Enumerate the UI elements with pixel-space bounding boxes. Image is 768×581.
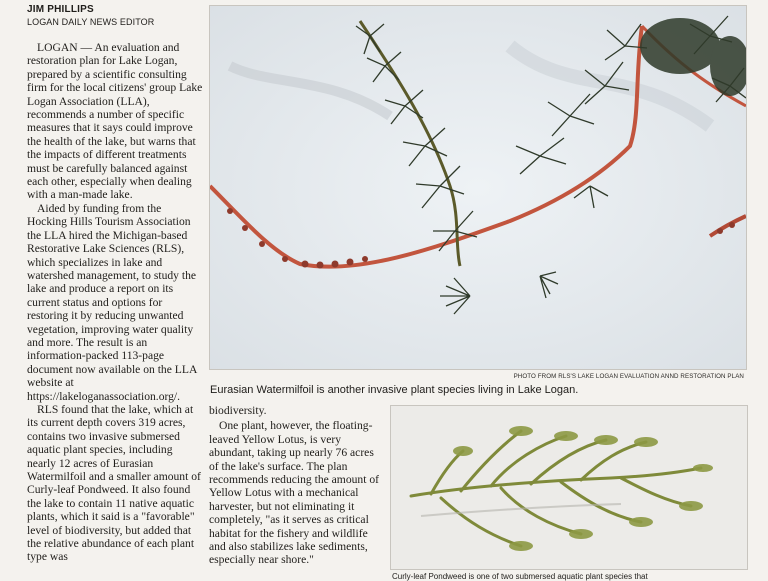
article-paragraph: One plant, however, the floating-leaved Yellow Lotus, is very abundant, taking up nearly 76 acres of the lake's surface. The plan recommends reducing the amount of Yellow Lotus with a mechanical harvester, but not eliminating it completely, "as it serves as critical habitat for the fishery and wildlife and also stabilizes lake sediments, especially near shore." xyxy=(209,419,379,567)
pondweed-photo xyxy=(390,405,748,570)
photo-caption: Eurasian Watermilfoil is another invasive plant species living in Lake Logan. xyxy=(210,384,579,396)
article-column-left xyxy=(27,41,203,564)
byline-title: LOGAN DAILY NEWS EDITOR xyxy=(27,17,155,27)
photo-credit: PHOTO FROM RLS'S LAKE LOGAN EVALUATION ANND RESTORATION PLAN xyxy=(513,373,744,380)
article-paragraph: biodiversity. xyxy=(209,404,267,417)
article-paragraph: RLS found that the lake, which at its current depth covers 319 acres, contains two invasive submersed aquatic plant species, including nearly 12 acres of Eurasian Watermilfoil and a smaller amount of Curly-leaf Pondweed. It also found the lake to contain 11 native aquatic plants, which it said is a "favorable" level of biodiversity, but added that the relative abundance of each plant type was xyxy=(27,402,201,564)
watermilfoil-photo xyxy=(209,5,747,370)
byline-name: JIM PHILLIPS xyxy=(27,4,94,15)
article-paragraph: LOGAN — An evaluation and restoration plan for Lake Logan, prepared by a scientific consulting firm for the local citizens' group Lake Logan Association (LLA), recommends a number of specific measures that it says could improve the health of the lake, but warns that the impacts of different treatments must be carefully balanced against each other, especially when dealing with a man-made lake. xyxy=(27,41,203,202)
photo-caption-2: Curly-leaf Pondweed is one of two submersed aquatic plant species that xyxy=(392,572,648,581)
watermilfoil-illustration xyxy=(210,6,746,369)
pondweed-illustration xyxy=(391,406,747,569)
article-paragraph: Aided by funding from the Hocking Hills Tourism Association the LLA hired the Michigan-based Restorative Lake Sciences (RLS), which specializes in lake and watershed management, to study the lake and produce a report on its current status and options for restoring it by reducing unwanted vegetation, improving water quality and more. The result is an information-packed 113-page document now available on the LLA website at https://lakeloganassociation.org/. xyxy=(27,201,197,403)
article-column-middle xyxy=(209,404,381,567)
